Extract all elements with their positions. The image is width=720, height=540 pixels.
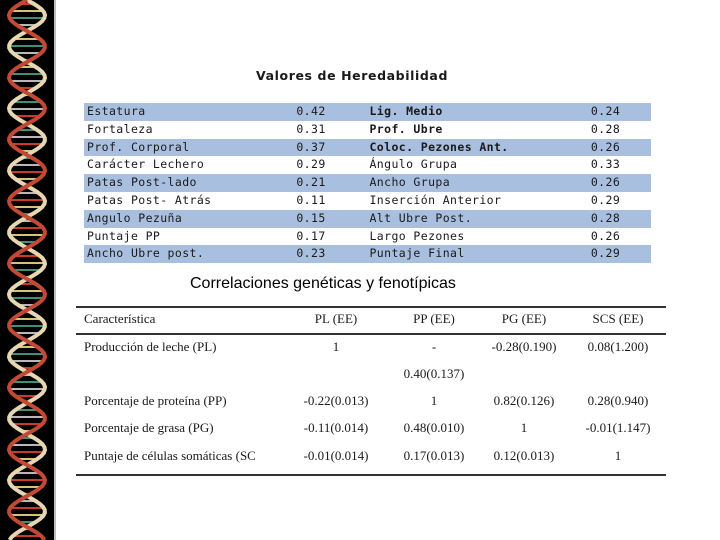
value-b: 0.28: [588, 210, 651, 228]
cell-pp: 0.48(0.010): [403, 420, 465, 435]
trait-b: Alt Ubre Post.: [366, 210, 587, 228]
trait-b: Largo Pezones: [366, 228, 587, 246]
correlations-heading: Correlaciones genéticas y fenotípicas: [190, 275, 456, 292]
table-row: [84, 228, 651, 246]
value-a: 0.42: [293, 103, 366, 121]
table-row: [84, 156, 651, 174]
table-row: [84, 103, 651, 121]
strip-divider: [54, 0, 56, 540]
value-b: 0.24: [588, 103, 651, 121]
trait-a: Ancho Ubre post.: [84, 245, 293, 263]
table-row: [84, 245, 651, 263]
cell-pl: 1: [332, 339, 340, 354]
trait-b: Inserción Anterior: [366, 192, 587, 210]
value-a: 0.23: [293, 245, 366, 263]
cell-pp: 0.17(0.013): [403, 448, 465, 463]
trait-a: Patas Post- Atrás: [84, 192, 293, 210]
cell-pg: 1: [520, 420, 528, 435]
value-b: 0.33: [588, 156, 651, 174]
trait-a: Patas Post-lado: [84, 174, 293, 192]
trait-a: Estatura: [84, 103, 293, 121]
cell-scs: 1: [614, 448, 622, 463]
trait-a: Carácter Lechero: [84, 156, 293, 174]
cell-pl: -0.11(0.014): [303, 420, 369, 435]
row-label: Porcentaje de grasa (PG): [84, 420, 214, 435]
column-header: SCS (EE): [592, 311, 644, 326]
heritability-panel: [84, 64, 651, 262]
cell-pg: 0.12(0.013): [493, 448, 555, 463]
value-b: 0.26: [588, 139, 651, 157]
value-a: 0.29: [293, 156, 366, 174]
table-row: [84, 139, 651, 157]
cell-scs: 0.08(1.200): [587, 339, 649, 354]
heritability-table: [84, 103, 651, 263]
table-row: [84, 174, 651, 192]
heritability-title: Valores de Heredabilidad: [256, 68, 449, 83]
value-b: 0.29: [588, 192, 651, 210]
table-top-rule: [76, 306, 666, 308]
value-a: 0.37: [293, 139, 366, 157]
cell-pg: -0.28(0.190): [491, 339, 557, 354]
cell-scs: 0.28(0.940): [587, 393, 649, 408]
trait-a: Prof. Corporal: [84, 139, 293, 157]
cell-pl: -0.22(0.013): [303, 393, 369, 408]
trait-a: Puntaje PP: [84, 228, 293, 246]
value-b: 0.26: [588, 174, 651, 192]
row-label: Porcentaje de proteína (PP): [84, 393, 227, 408]
row-label: Producción de leche (PL): [84, 339, 217, 354]
column-header: Característica: [84, 311, 156, 326]
column-header: PL (EE): [314, 311, 358, 326]
value-b: 0.28: [588, 121, 651, 139]
column-header: PP (EE): [413, 311, 455, 326]
trait-b: Puntaje Final: [366, 245, 587, 263]
value-b: 0.29: [588, 245, 651, 263]
trait-b: Coloc. Pezones Ant.: [366, 139, 587, 157]
dna-helix-strip: [0, 0, 54, 540]
table-bottom-rule: [76, 474, 666, 476]
row-label: Puntaje de células somáticas (SC: [84, 448, 256, 463]
trait-a: Fortaleza: [84, 121, 293, 139]
cell-pp: -: [431, 339, 437, 354]
dna-helix-icon: [0, 0, 54, 540]
trait-b: Lig. Medio: [366, 103, 587, 121]
cell-scs: -0.01(1.147): [585, 420, 651, 435]
cell-pp: 1: [430, 393, 438, 408]
value-a: 0.17: [293, 228, 366, 246]
trait-b: Ancho Grupa: [366, 174, 587, 192]
table-row: [84, 192, 651, 210]
cell-pp-continued: 0.40(0.137): [403, 366, 465, 381]
value-a: 0.31: [293, 121, 366, 139]
cell-pg: 0.82(0.126): [493, 393, 555, 408]
table-header-rule: [76, 333, 666, 335]
value-a: 0.21: [293, 174, 366, 192]
value-a: 0.15: [293, 210, 366, 228]
value-b: 0.26: [588, 228, 651, 246]
column-header: PG (EE): [501, 311, 547, 326]
table-row: [84, 121, 651, 139]
trait-b: Ángulo Grupa: [366, 156, 587, 174]
trait-a: Angulo Pezuña: [84, 210, 293, 228]
table-row: [84, 210, 651, 228]
cell-pl: -0.01(0.014): [303, 448, 369, 463]
trait-b: Prof. Ubre: [366, 121, 587, 139]
value-a: 0.11: [293, 192, 366, 210]
